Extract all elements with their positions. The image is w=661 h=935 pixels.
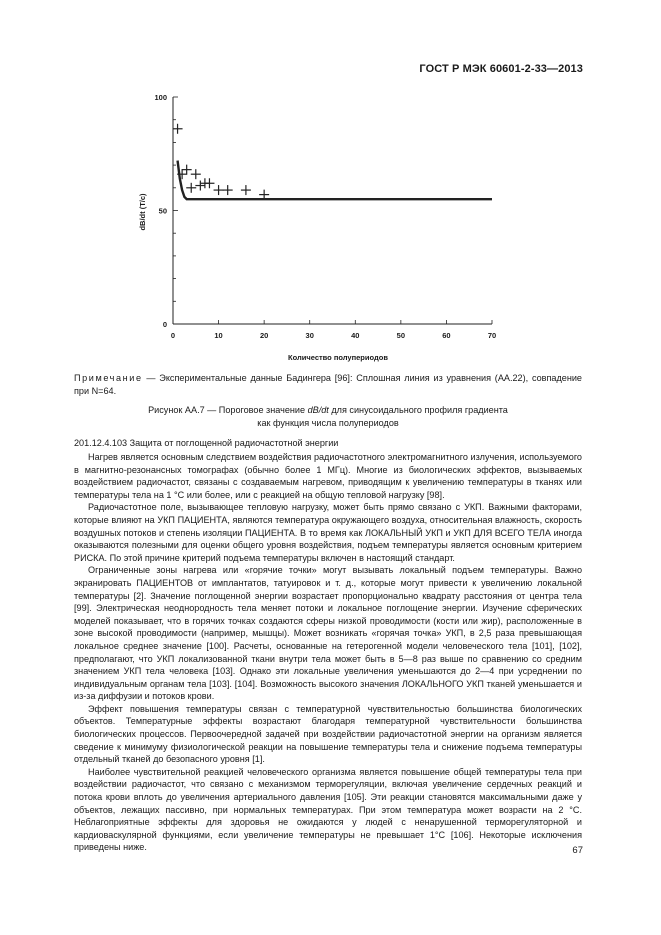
x-tick-label: 50: [396, 331, 406, 340]
data-point: [223, 185, 233, 195]
data-point: [214, 185, 224, 195]
note-text: — Экспериментальные данные Бадингера [96]: Сплошная линия из уравнения (АА.22), совпадение при N=64.: [74, 373, 582, 396]
fit-line: [178, 161, 492, 200]
data-point: [195, 181, 205, 191]
data-point: [191, 169, 201, 179]
x-tick-label: 60: [442, 331, 451, 340]
x-tick-label: 20: [259, 331, 269, 340]
y-axis-label: dB/dt (Т/с): [138, 193, 147, 231]
x-tick-label: 30: [305, 331, 314, 340]
paragraph: Эффект повышения температуры связан с температурной чувствительностью большинства биологических объектов. Температурные эффекты возрастают благодаря температурной чувствительности большинства биологических процессов. Первоочередной задачей при воздействии радиочастотной энергии на организм является сведение к минимуму физиологической реакции на повышение температуры тела и снижение подъема температуры отдельный тканей до безопасного уровня [1].: [74, 703, 582, 765]
data-point: [241, 185, 251, 195]
y-tick-label: 50: [158, 206, 167, 216]
caption-line-1: [74, 404, 582, 417]
figure-caption: [74, 404, 582, 429]
paragraph: Наиболее чувствительной реакцией человеческого организма является повышение общей температуры тела при воздействии радиочастот, что связано с механизмом терморегуляции, включая увеличение сердечных реакций и потока крови вплоть до увеличения артериального давления [105]. Эти реакции становятся максимальными даже у объектов, лежащих пассивно, при нормальных температурах. При этом температура может возрасти на 2 °С. Неблагоприятные эффекты для здоровья не ожидаются у людей с ненарушенной терморегуляторной и кардиоваскулярной функциями, если увеличение температуры не превышает 1°С [106]. Некоторые исключения приведены ниже.: [74, 766, 582, 853]
note-label: Примечание: [74, 373, 143, 383]
chart-marks: [173, 124, 492, 200]
body-text: [74, 451, 582, 854]
data-point: [182, 165, 192, 175]
chart-ticks: [154, 93, 496, 340]
caption-suffix: для синусоидального профиля градиента: [328, 405, 508, 415]
page-number: 67: [572, 845, 583, 856]
paragraph: Радиочастотное поле, вызывающее тепловую нагрузку, может быть прямо связано с УКП. Важными факторами, которые влияют на УКП ПАЦИЕНТА, являются температура окружающего воздуха, относительная влажность, скорость воздушных потоков и степень изоляции ПАЦИЕНТА. В то время как ЛОКАЛЬНЫЙ УКП и УКП ДЛЯ ВСЕГО ТЕЛА иногда оказываются полезными для оценки общего уровня воздействия, подъем температуры является основным критерием РИСКА. По этой причине критерий подъема температуры включен в настоящий стандарт.: [74, 502, 582, 563]
data-point: [173, 124, 183, 134]
caption-prefix: Рисунок АА.7 — Пороговое значение: [148, 405, 308, 415]
figure-note: [74, 372, 582, 397]
x-tick-label: 40: [351, 331, 360, 340]
x-axis-label: Количество полупериодов: [288, 353, 388, 362]
paragraph: Нагрев является основным следствием воздействия радиочастотного электромагнитного излучения, используемого в магнитно-резонансных томографах (обычно более 1 МГц). Многие из биологических эффектов, вызываемых воздействием радиочастот, связаны с создаваемым нагревом, приводящим к увеличению температуры в тканях или температуры тела на 1 °С или более, или с реакцией на общую тепловой нагрузку [98].: [74, 452, 582, 500]
x-tick-label: 70: [487, 331, 497, 340]
chart-axes: [173, 97, 492, 324]
section-title: 201.12.4.103 Защита от поглощенной радиочастотной энергии: [74, 438, 339, 448]
paragraph: Ограниченные зоны нагрева или «горячие точки» могут вызывать локальный подъем температуры. Важно экранировать ПАЦИЕНТОВ от имплантатов, татуировок и т. д., которые могут привести к увеличению локальной температуры [2]. Значение поглощенной энергии возрастает пропорционально квадрату расстояния от центра тела [99]. Электрическая неоднородность тела меняет потоки и локальное поглощение энергии. Изучение сферических моделей показывает, что в горячих точках создаются сферы низкой проводимости (кости или жир), расположенные в зоне высокой проводимости (например, мышцы). Может возникать «горячая точка» УКП, в 2,5 раза превышающая локальное среднее значение [100]. Расчеты, основанные на гетерогенной модели человеческого тела [101], [102], предполагают, что УКП локализованной ткани внутри тела может быть в 5—8 раз выше по сравнению со средним значением УКП тела человека [103]. Однако эти локальные увеличения уменьшаются до 2—4 при усреднении по индивидуальным органам тела [103]. [104]. Возможность высокого значения ЛОКАЛЬНОГО УКП тканей уменьшается и из-за диффузии и потоков крови.: [74, 565, 582, 702]
caption-line-2: как функция числа полупериодов: [257, 417, 399, 428]
y-tick-label: 0: [162, 320, 167, 329]
threshold-chart: [0, 0, 661, 380]
caption-variable: dB/dt: [307, 405, 329, 415]
data-point: [204, 178, 214, 188]
standard-header: ГОСТ Р МЭК 60601-2-33—2013: [419, 63, 583, 75]
data-point: [186, 183, 196, 193]
y-tick-label: 100: [154, 93, 167, 102]
x-tick-label: 0: [170, 331, 176, 340]
x-tick-label: 10: [214, 331, 223, 340]
